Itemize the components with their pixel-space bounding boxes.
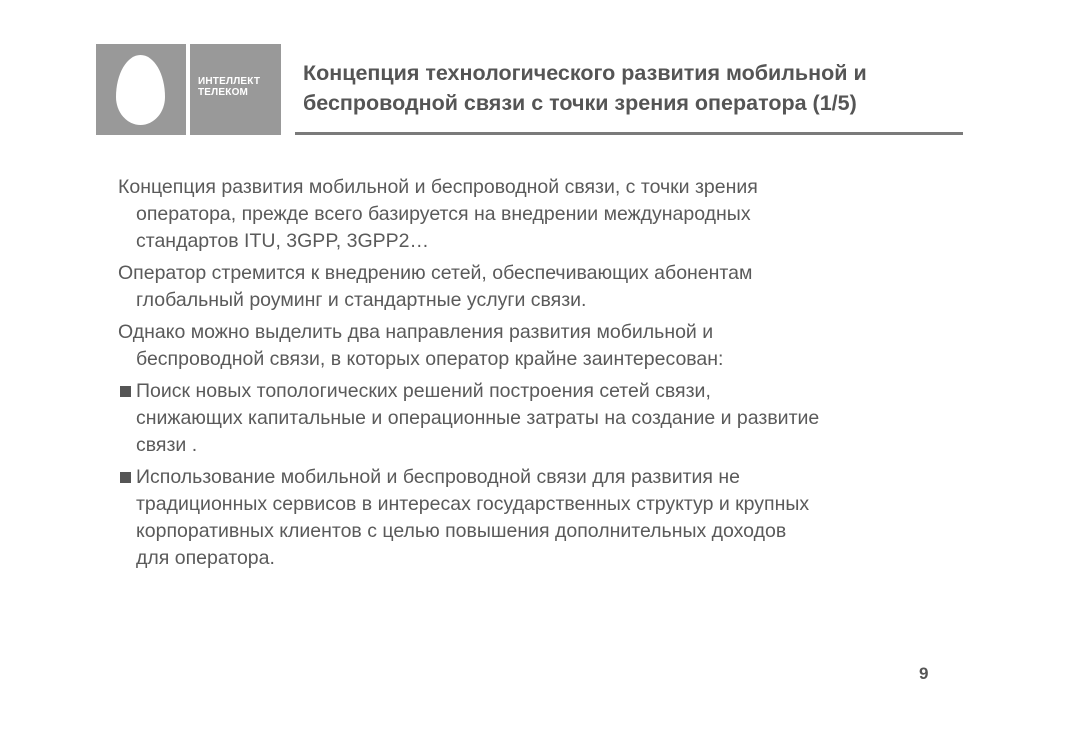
bullet-line: снижающих капитальные и операционные затраты на создание и развитие [136,407,820,429]
square-bullet-icon [120,472,131,483]
paragraph-line: Оператор стремится к внедрению сетей, обеспечивающих абонентам [118,262,753,284]
logo-egg-panel [96,44,186,135]
slide-title [303,58,1003,118]
slide-title-line1: Концепция технологического развития мобильной и [303,61,867,85]
egg-icon [116,55,165,125]
title-underline [295,132,963,135]
paragraph-directions [118,319,948,373]
bullet-topology [118,378,948,459]
paragraph-line: стандартов ITU, 3GPP, 3GPP2… [136,230,430,252]
logo-wordmark [198,76,260,98]
paragraph-line: глобальный роуминг и стандартные услуги связи. [136,289,587,311]
logo-text-panel [190,44,281,135]
bullet-line: связи . [136,434,198,456]
paragraph-standards [118,174,948,255]
paragraph-line: Однако можно выделить два направления развития мобильной и [118,321,714,343]
slide-title-line2: беспроводной связи с точки зрения оператора (1/5) [303,91,857,115]
company-logo [96,44,281,135]
logo-text-line1: ИНТЕЛЛЕКТ [198,76,261,87]
paragraph-line: Концепция развития мобильной и беспроводной связи, с точки зрения [118,176,758,198]
logo-text-line2: ТЕЛЕКОМ [198,87,249,98]
bullet-line: Поиск новых топологических решений построения сетей связи, [136,380,711,402]
paragraph-line: беспроводной связи, в которых оператор крайне заинтересован: [136,348,724,370]
bullet-line: корпоративных клиентов с целью повышения дополнительных доходов [136,520,787,542]
bullet-line: для оператора. [136,547,275,569]
page-number: 9 [919,664,929,683]
square-bullet-icon [120,386,131,397]
bullet-line: традиционных сервисов в интересах государственных структур и крупных [136,493,810,515]
paragraph-line: оператора, прежде всего базируется на внедрении международных [136,203,751,225]
paragraph-roaming [118,260,948,314]
bullet-line: Использование мобильной и беспроводной связи для развития не [136,466,741,488]
bullet-services [118,464,948,572]
slide-body [118,174,948,577]
